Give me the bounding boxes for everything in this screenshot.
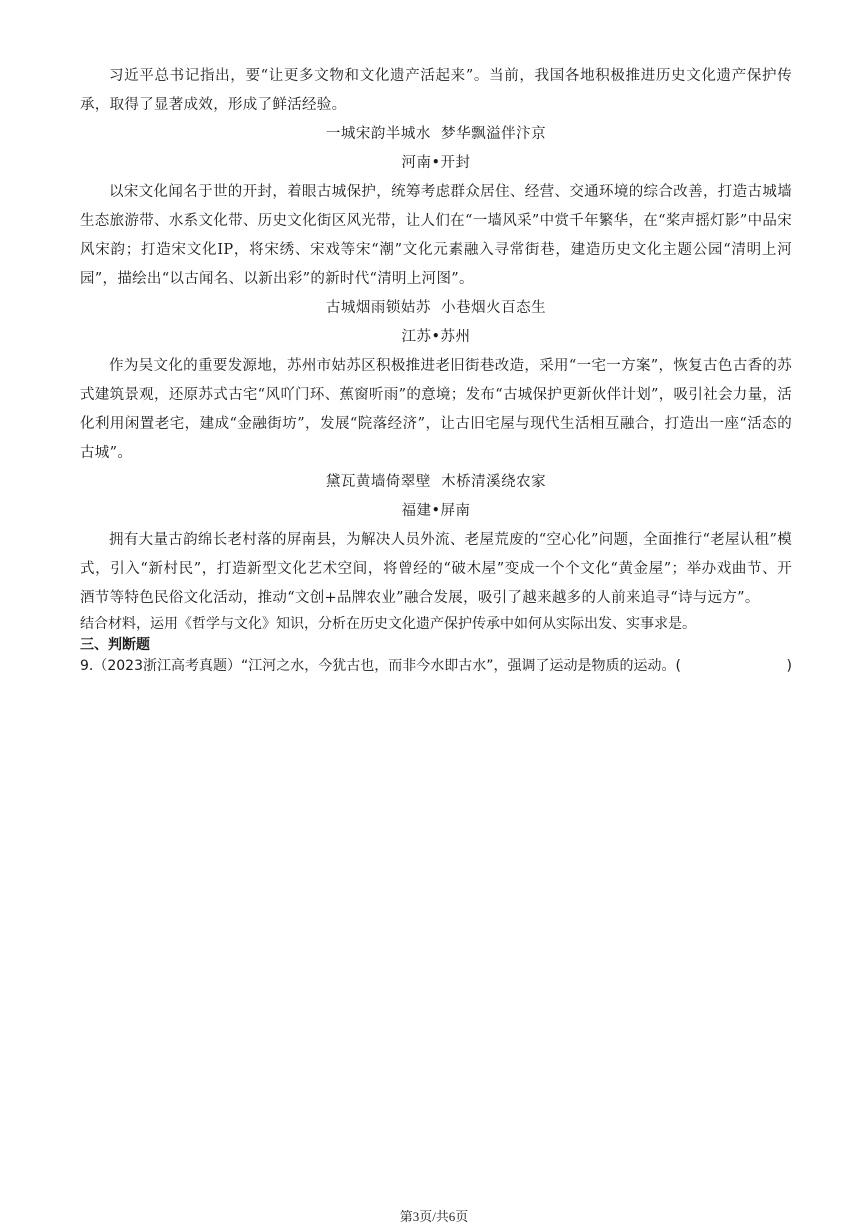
section-heading-judgment: 三、判断题 bbox=[80, 637, 150, 653]
document-page bbox=[80, 62, 792, 677]
section-2-place: 江苏•苏州 bbox=[401, 329, 471, 345]
question-9-text: 9.（2023浙江高考真题）“江河之水，今犹古也，而非今水即古水”，强调了运动是物质的运动。( bbox=[80, 658, 681, 674]
section-2-body: 作为吴文化的重要发源地，苏州市姑苏区积极推进老旧街巷改造，采用“一宅一方案”，恢复古色古香的苏式建筑景观，还原苏式古宅“风吖门环、蕉窗听雨”的意境；发布“古城保护更新伙伴计划”，吸引社会力量，活化利用闲置老宅，建成“金融街坊”，发展“院落经济”，让古旧宅屋与现代生活相互融合，打造出一座“活态的古城”。 bbox=[80, 358, 792, 461]
section-3-title: 黛瓦黄墙倚翠壁 木桥清溪绕农家 bbox=[325, 474, 547, 490]
question-9 bbox=[80, 655, 792, 677]
section-1-body: 以宋文化闻名于世的开封，着眼古城保护，统筹考虑群众居住、经营、交通环境的综合改善，打造古城墙生态旅游带、水系文化带、历史文化街区风光带，让人们在“一墙风采”中赏千年繁华，在“桨声摇灯影”中品宋风宋韵；打造宋文化IP，将宋绣、宋戏等宋“潮”文化元素融入寻常街巷，建造历史文化主题公园“清明上河园”，描绘出“以古闻名、以新出彩”的新时代“清明上河图”。 bbox=[80, 184, 792, 287]
section-3-body: 拥有大量古韵绵长老村落的屏南县，为解决人员外流、老屋荒废的“空心化”问题，全面推行“老屋认租”模式，引入“新村民”，打造新型文化艺术空间，将曾经的“破木屋”变成一个个文化“黄金屋”；举办戏曲节、开酒节等特色民俗文化活动，推动“文创+品牌农业”融合发展，吸引了越来越多的人前来追寻“诗与远方”。 bbox=[80, 532, 792, 606]
section-1-title: 一城宋韵半城水 梦华飘溢伴汴京 bbox=[325, 126, 547, 142]
section-3-place: 福建•屏南 bbox=[401, 503, 471, 519]
page-footer: 第3页/共6页 bbox=[399, 1209, 469, 1224]
question-prompt: 结合材料，运用《哲学与文化》知识，分析在历史文化遗产保护传承中如何从实际出发、实事求是。 bbox=[80, 616, 696, 632]
section-1-place: 河南•开封 bbox=[401, 155, 471, 171]
intro-paragraph: 习近平总书记指出，要“让更多文物和文化遗产活起来”。当前，我国各地积极推进历史文化遗产保护传承，取得了显著成效，形成了鲜活经验。 bbox=[80, 68, 792, 113]
question-9-answer-blank[interactable]: ) bbox=[786, 658, 792, 674]
section-2-title: 古城烟雨锁姑苏 小巷烟火百态生 bbox=[325, 300, 547, 316]
